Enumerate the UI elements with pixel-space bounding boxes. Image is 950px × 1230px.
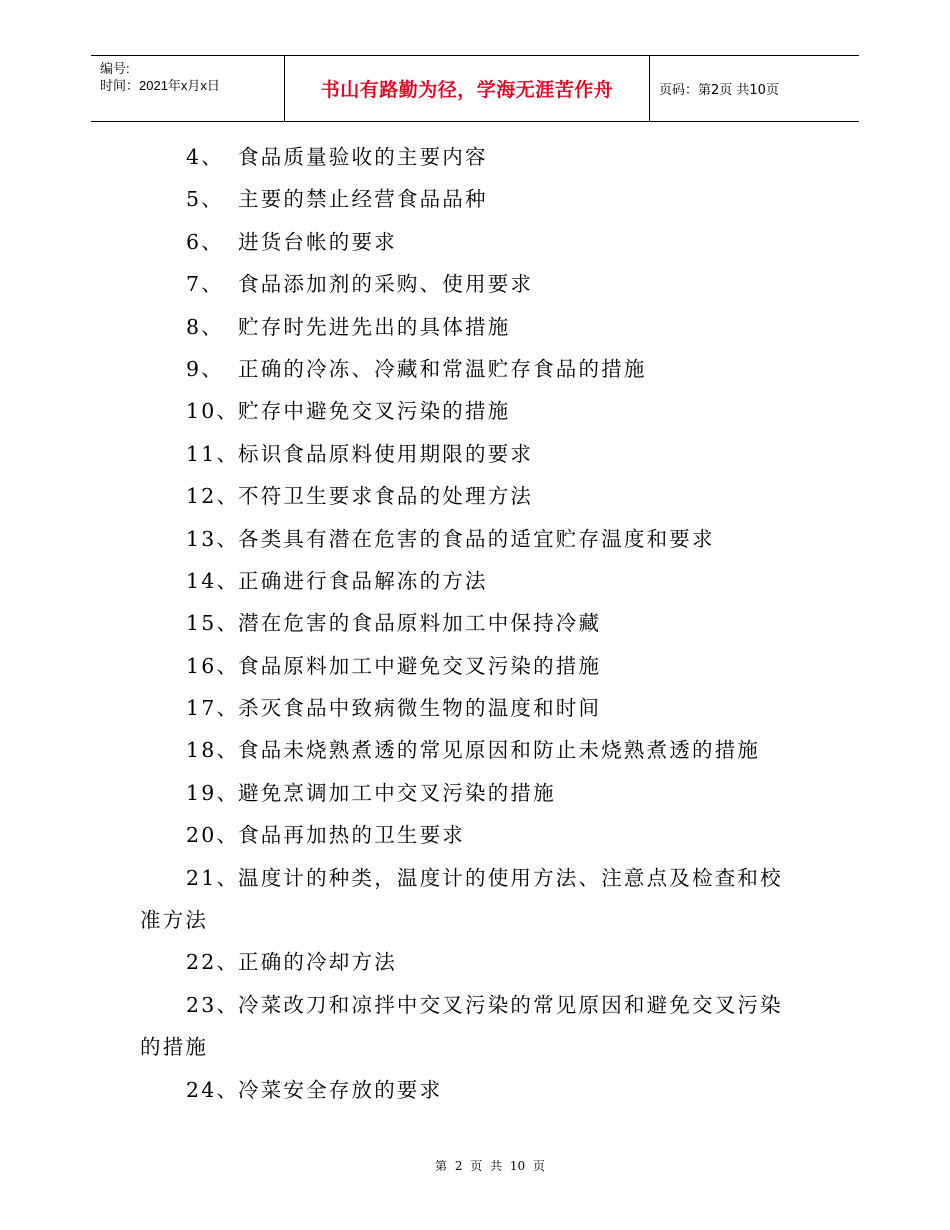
list-item (0, 857, 950, 942)
list-item (0, 645, 950, 687)
header-page-cell (650, 56, 859, 121)
list-item-text: 温度计的种类，温度计的使用方法、注意点及检查和校 (238, 865, 783, 890)
list-item-text: 潜在危害的食品原料加工中保持冷藏 (238, 611, 602, 636)
list-item-text: 正确的冷却方法 (238, 950, 397, 975)
list-item-continuation: 的措施 (140, 1035, 209, 1060)
list-item-text: 正确的冷冻、冷藏和常温贮存食品的措施 (238, 356, 647, 381)
list-item-text: 正确进行食品解冻的方法 (238, 568, 488, 593)
list-item-text: 食品添加剂的采购、使用要求 (238, 272, 534, 297)
header-motto-cell (285, 56, 650, 121)
document-time-label: 时间：2021年x月x日 (100, 78, 220, 93)
list-item-number: 21、 (186, 865, 240, 890)
list-item (0, 136, 950, 178)
list-item (0, 475, 950, 517)
list-item (0, 1069, 950, 1111)
list-item-text: 进货台帐的要求 (238, 229, 397, 254)
list-item-number: 18、 (186, 738, 240, 763)
list-item (0, 263, 950, 305)
list-item-number: 4、 (186, 145, 224, 169)
list-item-number: 15、 (186, 611, 240, 636)
list-item-number: 8、 (186, 314, 224, 339)
list-item (0, 729, 950, 771)
document-body (0, 136, 950, 1111)
list-item-number: 24、 (186, 1077, 240, 1102)
list-item-text: 标识食品原料使用期限的要求 (238, 441, 534, 466)
list-item-number: 7、 (186, 272, 224, 297)
list-item-number: 10、 (186, 399, 240, 424)
list-item-number: 17、 (186, 696, 240, 721)
page-header (91, 55, 859, 122)
list-item-number: 19、 (186, 780, 240, 805)
list-item-text: 冷菜改刀和凉拌中交叉污染的常见原因和避免交叉污染 (238, 992, 783, 1017)
list-item (0, 814, 950, 856)
list-item-text: 食品质量验收的主要内容 (238, 145, 488, 169)
list-item (0, 390, 950, 432)
list-item-number: 14、 (186, 568, 240, 593)
list-item (0, 772, 950, 814)
list-item-text: 主要的禁止经营食品品种 (238, 187, 488, 212)
list-item-number: 6、 (186, 229, 224, 254)
list-item-number: 23、 (186, 992, 240, 1017)
document-code-label: 编号: (100, 61, 130, 76)
list-item-number: 20、 (186, 823, 240, 848)
list-item-text: 冷菜安全存放的要求 (238, 1077, 443, 1102)
list-item-number: 11、 (186, 441, 240, 466)
list-item (0, 178, 950, 220)
list-item (0, 348, 950, 390)
list-item (0, 518, 950, 560)
list-item-text: 食品再加热的卫生要求 (238, 823, 465, 848)
list-item (0, 984, 950, 1069)
list-item (0, 306, 950, 348)
list-item (0, 687, 950, 729)
header-meta-cell (91, 56, 285, 121)
list-item-text: 贮存时先进先出的具体措施 (238, 314, 511, 339)
list-item-number: 22、 (186, 950, 240, 975)
list-item (0, 560, 950, 602)
list-item (0, 602, 950, 644)
list-item-continuation: 准方法 (140, 908, 209, 933)
list-item-text: 食品未烧熟煮透的常见原因和防止未烧熟煮透的措施 (238, 738, 761, 763)
footer-page-number: 第 2 页 共 10 页 (435, 1159, 545, 1173)
list-item-number: 13、 (186, 526, 240, 551)
list-item-number: 12、 (186, 484, 240, 509)
list-item-text: 不符卫生要求食品的处理方法 (238, 484, 534, 509)
list-item (0, 433, 950, 475)
list-item-text: 杀灭食品中致病微生物的温度和时间 (238, 696, 602, 721)
list-item (0, 221, 950, 263)
list-item-number: 16、 (186, 653, 240, 678)
list-item-text: 各类具有潜在危害的食品的适宜贮存温度和要求 (238, 526, 715, 551)
list-item (0, 941, 950, 983)
list-item-number: 9、 (186, 356, 224, 381)
header-motto: 书山有路勤为径，学海无涯苦作舟 (320, 79, 614, 101)
list-item-text: 食品原料加工中避免交叉污染的措施 (238, 653, 602, 678)
list-item-text: 贮存中避免交叉污染的措施 (238, 399, 511, 424)
list-item-number: 5、 (186, 187, 224, 212)
list-item-text: 避免烹调加工中交叉污染的措施 (238, 780, 556, 805)
page-footer (0, 1157, 950, 1174)
header-page-info: 页码：第2页 共10页 (659, 83, 779, 98)
